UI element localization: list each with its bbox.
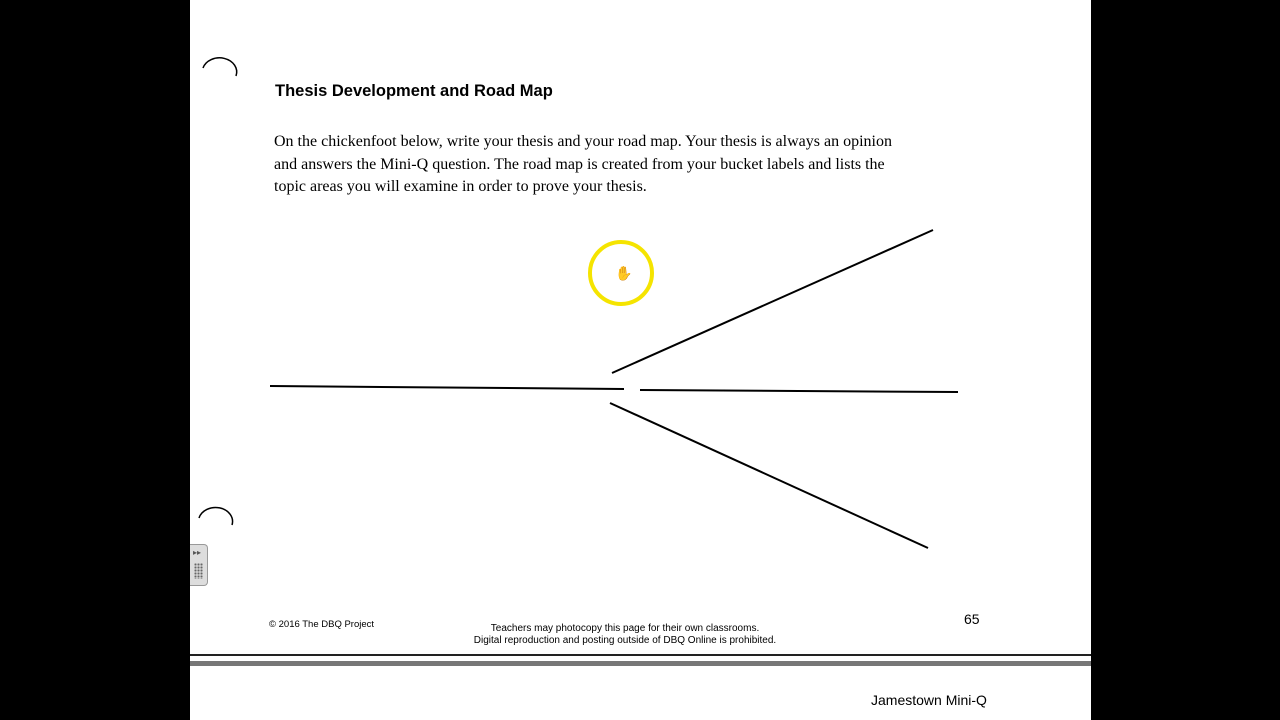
- binder-hole-top: [203, 58, 237, 76]
- sidebar-toggle-button[interactable]: [190, 544, 208, 586]
- chickenfoot-upper-toe: [612, 230, 933, 373]
- chickenfoot-thesis-line: [270, 386, 624, 389]
- binder-hole-bottom: [199, 507, 233, 525]
- notice-line-1: Teachers may photocopy this page for their own classrooms.: [490, 623, 760, 634]
- hand-cursor-icon: ✋: [615, 266, 633, 282]
- expand-sidebar-icon: ▸▸: [193, 548, 202, 557]
- page-number: 65: [964, 611, 980, 627]
- next-page-header: Jamestown Mini-Q: [871, 692, 987, 708]
- instructions-paragraph: On the chickenfoot below, write your thesis and your road map. Your thesis is always an opinion and answers the Mini-Q question. The road map is created from your bucket labels and lists the topic areas you will examine in order to prove your thesis.: [274, 133, 892, 195]
- notice-line-2: Digital reproduction and posting outside of DBQ Online is prohibited.: [473, 635, 777, 646]
- chickenfoot-lower-toe: [610, 403, 928, 548]
- drag-grip-icon[interactable]: [194, 563, 203, 579]
- page-title: Thesis Development and Road Map: [275, 82, 553, 100]
- chickenfoot-middle-toe: [640, 390, 958, 392]
- copyright-notice: © 2016 The DBQ Project: [269, 619, 375, 630]
- reproduction-notice: [450, 623, 800, 647]
